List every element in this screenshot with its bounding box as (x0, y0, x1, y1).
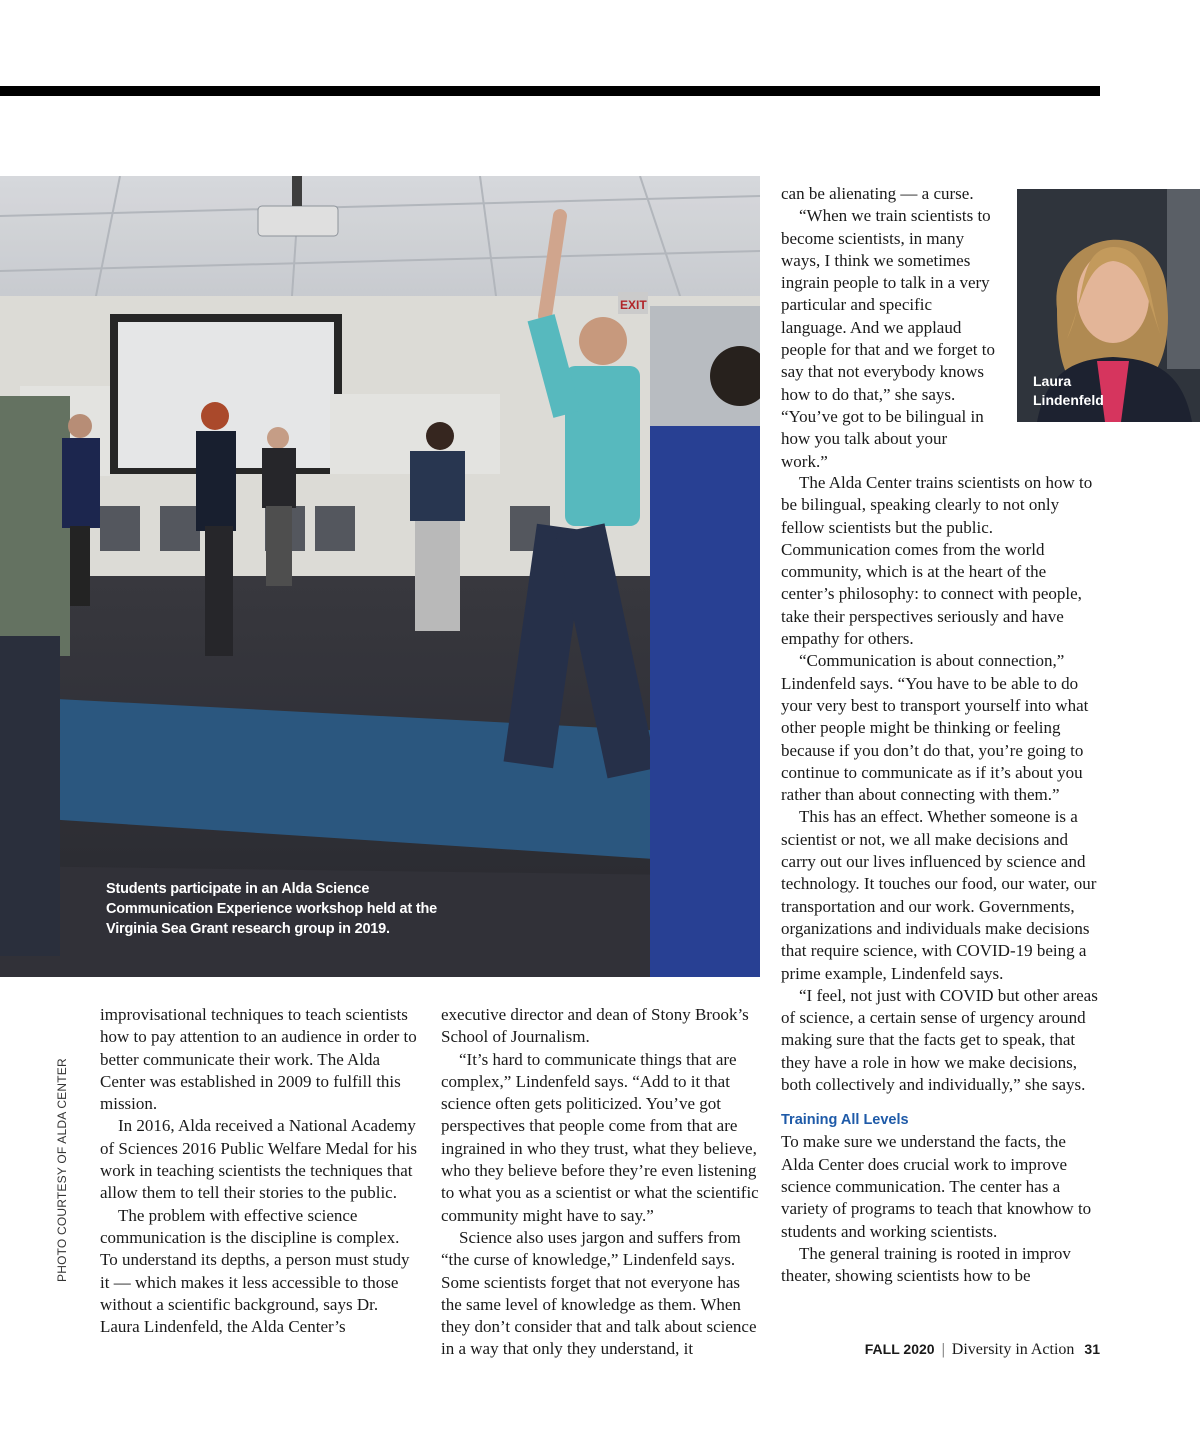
header-rule (0, 86, 1100, 96)
page-footer (838, 1341, 1100, 1359)
paragraph: Science also uses jargon and suffers from “the curse of knowledge,” Lindenfeld says. Some scientists forget that not everyone has the same level of knowledge as them. When they don’t consider that and talk about science in a way that only they understand, it (441, 1227, 757, 1359)
paragraph: “Communication is about connection,” Lindenfeld says. “You have to be able to do your very best to transport yourself into what other people might be thinking or feeling because if you don’t do that, you’re going to continue to communicate as if it’s about you rather than about connecting with them.” (781, 651, 1089, 805)
column-2 (441, 1004, 759, 1361)
page-number: 31 (1084, 1341, 1100, 1357)
workshop-photo-illustration (0, 176, 760, 977)
paragraph: improvisational techniques to teach scientists how to pay attention to an audience in order to better communicate their work. The Alda Center was established in 2009 to fulfill this mission. (100, 1005, 417, 1114)
footer-season: FALL 2020 (864, 1341, 935, 1357)
portrait-caption-line1: Laura (1033, 373, 1072, 389)
paragraph: The problem with effective science communication is the discipline is complex. To understand its depths, a person must study it — which makes it less accessible to those without a scientific background, says Dr. Laura Lindenfeld, the Alda Center’s (100, 1205, 410, 1337)
paragraph: “It’s hard to communicate things that are complex,” Lindenfeld says. “Add to it that science often gets politicized. You’ve got perspectives that people come from that are ingrained in who they trust, what they believe, who they believe before they’re even listening to what you as a scientist or what the scientific community might have to say.” (441, 1049, 759, 1225)
photo-caption: Students participate in an Alda Science Communication Experience workshop held at the Virginia Sea Grant research group in 2019. (106, 881, 438, 937)
photo-credit: PHOTO COURTESY OF ALDA CENTER (55, 1058, 69, 1282)
paragraph: “When we train scientists to become scientists, in many ways, I think we sometimes ingrain people to talk in a very particular and specific language. And we applaud people for that and we forget to say that not everybody knows how to do that,” she says. “You’ve got to be bilingual in how you talk about your work.” (781, 206, 996, 471)
column-3-top (781, 183, 997, 473)
column-3-bottom (781, 472, 1098, 1287)
paragraph: To make sure we understand the facts, the Alda Center does crucial work to improve science communication. The center has a variety of programs to teach that knowhow to students and working scientists. (781, 1132, 1092, 1241)
exit-sign-text: EXIT (620, 298, 647, 312)
paragraph: The general training is rooted in improv theater, showing scientists how to be (781, 1243, 1071, 1286)
footer-magazine-title: Diversity in Action (951, 1341, 1075, 1358)
portrait-caption (1033, 372, 1104, 410)
portrait-caption-line2: Lindenfeld (1033, 392, 1104, 408)
portrait-photo (1017, 189, 1200, 422)
paragraph: can be alienating — a curse. (781, 184, 974, 203)
paragraph: This has an effect. Whether someone is a scientist or not, we all make decisions and carry out our lives influenced by science and technology. It touches our food, our water, our transportation and our work. Governments, organizations and individuals make decisions that require science, with COVID-19 being a prime example, Lindenfeld says. (781, 807, 1097, 983)
paragraph: In 2016, Alda received a National Academy of Sciences 2016 Public Welfare Medal for his work in teaching scientists the techniques that allow them to tell their stories to the public. (100, 1116, 417, 1203)
section-subhead: Training All Levels (781, 1112, 909, 1129)
paragraph: executive director and dean of Stony Brook’s School of Journalism. (441, 1005, 749, 1047)
paragraph: “I feel, not just with COVID but other areas of science, a certain sense of urgency around making sure that the facts get to speak, that they have a role in how we make decisions, both collectively and individually,” she says. (781, 985, 1098, 1095)
paragraph: The Alda Center trains scientists on how to be bilingual, speaking clearly to not only fellow scientists but the public. Communication comes from the world community, which is at the heart of the center’s philosophy: to connect with people, take their perspectives seriously and have empathy for others. (781, 473, 1093, 649)
workshop-photo (0, 176, 760, 977)
footer-separator: | (941, 1341, 945, 1358)
column-1 (100, 1004, 418, 1338)
